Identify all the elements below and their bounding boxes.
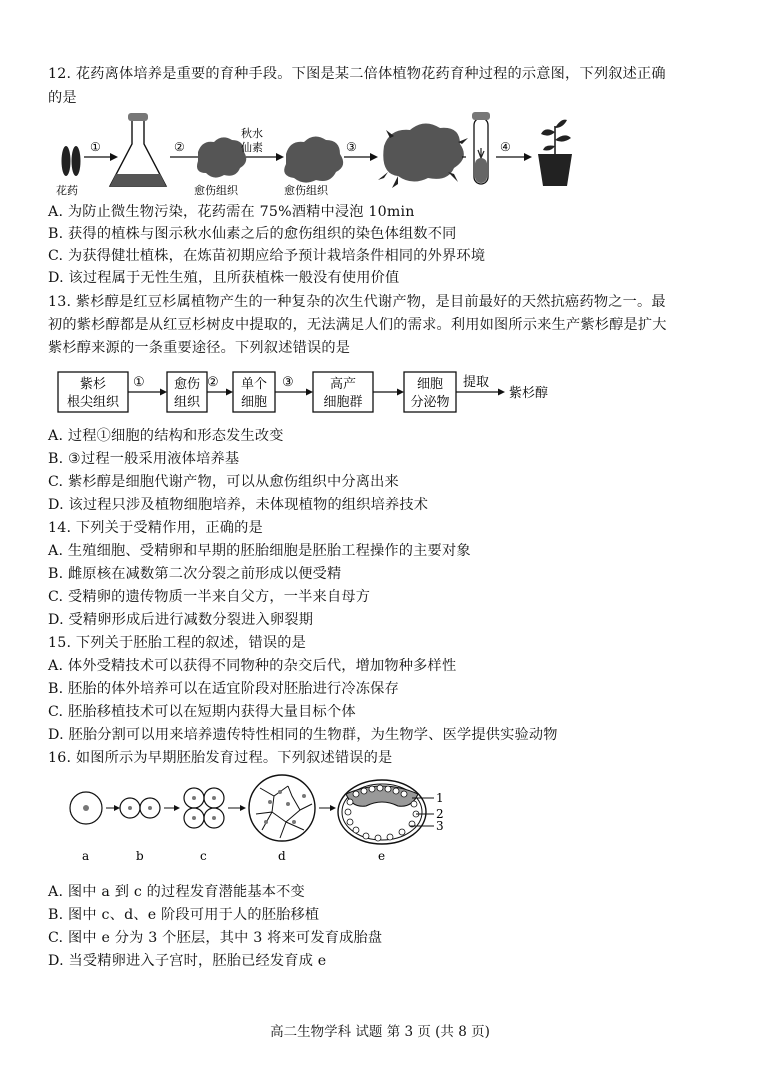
q14-option-c: C. 受精卵的遗传物质一半来自父方，一半来自母方 — [48, 589, 371, 605]
q13-stem-line2: 初的紫杉醇都是从红豆杉树皮中提取的，无法满足人们的需求。利用如图所示来生产紫杉醇是扩大 — [48, 317, 667, 333]
callout-2: 2 — [436, 807, 444, 821]
q13-option-d: D. 该过程只涉及植物细胞培养，未体现植物的组织培养技术 — [48, 497, 429, 513]
box4-line2: 细胞群 — [323, 395, 363, 410]
box2-line2: 组织 — [173, 395, 201, 410]
q12-stem-line1: 12. 花药离体培养是重要的育种手段。下图是某二倍体植物花药育种过程的示意图，下列叙述正确 — [48, 66, 666, 82]
q16-stem: 16. 如图所示为早期胚胎发育过程。下列叙述错误的是 — [48, 750, 393, 766]
q13-option-a: A. 过程①细胞的结构和形态发生改变 — [48, 428, 284, 444]
stage-label-d: d — [278, 849, 286, 863]
label-anther: 花药 — [56, 184, 78, 197]
step-1-label: ① — [90, 140, 101, 154]
callus-with-shoots — [383, 123, 464, 181]
flask-stopper — [128, 113, 148, 121]
q13-stem-line3: 紫杉醇来源的一条重要途径。下列叙述错误的是 — [48, 340, 351, 356]
q12-figure — [48, 112, 608, 202]
step-4-label: ④ — [500, 140, 511, 154]
flow-step-1: ① — [133, 375, 145, 390]
q13-option-c: C. 紫杉醇是细胞代谢产物，可以从愈伤组织中分离出来 — [48, 474, 399, 490]
stage-label-a: a — [82, 849, 90, 863]
box1-line1: 紫杉 — [79, 377, 107, 392]
q15-option-d: D. 胚胎分割可以用来培养遗传特性相同的生物群，为生物学、医学提供实验动物 — [48, 727, 558, 743]
q13-stem-line1: 13. 紫杉醇是红豆杉属植物产生的一种复杂的次生代谢产物，是目前最好的天然抗癌药物之一。最 — [48, 294, 666, 310]
step-2-label: ② — [174, 140, 185, 154]
flask-medium — [110, 174, 166, 186]
box2-line1: 愈伤 — [173, 377, 201, 392]
flow-product-taxol: 紫杉醇 — [509, 386, 549, 401]
plant-pot-icon — [538, 154, 572, 186]
label-callus-2: 愈伤组织 — [284, 184, 328, 197]
q16-figure — [60, 774, 460, 866]
label-colchicine-line1: 秋水 — [241, 127, 263, 140]
label-colchicine-line2: 仙素 — [241, 141, 263, 154]
callus-shape — [284, 136, 343, 182]
q14-option-d: D. 受精卵形成后进行减数分裂进入卵裂期 — [48, 612, 314, 628]
box5-line2: 分泌物 — [410, 395, 450, 410]
stage-label-e: e — [378, 849, 386, 863]
flow-extract-label: 提取 — [463, 375, 490, 390]
stage-d-morula — [249, 775, 315, 841]
flow-step-3: ③ — [282, 375, 294, 390]
box4-line1: 高产 — [329, 377, 357, 392]
q12-option-b: B. 获得的植株与图示秋水仙素之后的愈伤组织的染色体组数不同 — [48, 226, 457, 242]
stage-e-blastocyst — [338, 780, 426, 844]
q16-option-b: B. 图中 c、d、e 阶段可用于人的胚胎移植 — [48, 907, 320, 923]
anther-shape — [62, 146, 71, 176]
q15-stem: 15. 下列关于胚胎工程的叙述，错误的是 — [48, 635, 307, 651]
q12-stem-line2: 的是 — [48, 90, 77, 106]
callout-1: 1 — [436, 791, 444, 805]
q15-option-c: C. 胚胎移植技术可以在短期内获得大量目标个体 — [48, 704, 356, 720]
box1-line2: 根尖组织 — [66, 395, 120, 410]
q14-option-a: A. 生殖细胞、受精卵和早期的胚胎细胞是胚胎工程操作的主要对象 — [48, 543, 471, 559]
page-footer: 高二生物学科 试题 第 3 页 (共 8 页) — [270, 1024, 490, 1040]
box3-line2: 细胞 — [240, 395, 268, 410]
q16-option-d: D. 当受精卵进入子宫时，胚胎已经发育成 e — [48, 953, 327, 969]
q12-option-a: A. 为防止微生物污染，花药需在 75%酒精中浸泡 10min — [48, 204, 415, 220]
callus-shape — [197, 137, 246, 177]
q13-option-b: B. ③过程一般采用液体培养基 — [48, 451, 240, 467]
anther-shape — [72, 146, 81, 176]
q12-option-d: D. 该过程属于无性生殖，且所获植株一般没有使用价值 — [48, 270, 400, 286]
flow-step-2: ② — [207, 375, 219, 390]
box5-line1: 细胞 — [416, 377, 444, 392]
q16-option-c: C. 图中 e 分为 3 个胚层，其中 3 将来可发育成胎盘 — [48, 930, 383, 946]
embryo-development-diagram — [60, 774, 460, 866]
q15-option-b: B. 胚胎的体外培养可以在适宜阶段对胚胎进行冷冻保存 — [48, 681, 399, 697]
stage-label-c: c — [200, 849, 207, 863]
stage-label-b: b — [136, 849, 144, 863]
anther-culture-diagram — [48, 112, 608, 202]
q14-option-b: B. 雌原核在减数第二次分裂之前形成以便受精 — [48, 566, 342, 582]
label-callus-1: 愈伤组织 — [194, 184, 238, 197]
q12-option-c: C. 为获得健壮植株，在炼苗初期应给予预计栽培条件相同的外界环境 — [48, 248, 486, 264]
q16-option-a: A. 图中 a 到 c 的过程发育潜能基本不变 — [48, 884, 305, 900]
q13-flow-diagram — [56, 370, 576, 416]
taxol-flowchart — [56, 370, 576, 416]
step-3-label: ③ — [346, 140, 357, 154]
q14-stem: 14. 下列关于受精作用，正确的是 — [48, 520, 263, 536]
box3-line1: 单个 — [240, 377, 268, 392]
q15-option-a: A. 体外受精技术可以获得不同物种的杂交后代，增加物种多样性 — [48, 658, 457, 674]
callout-3: 3 — [436, 819, 444, 833]
stage-c-four-cell — [184, 788, 224, 828]
